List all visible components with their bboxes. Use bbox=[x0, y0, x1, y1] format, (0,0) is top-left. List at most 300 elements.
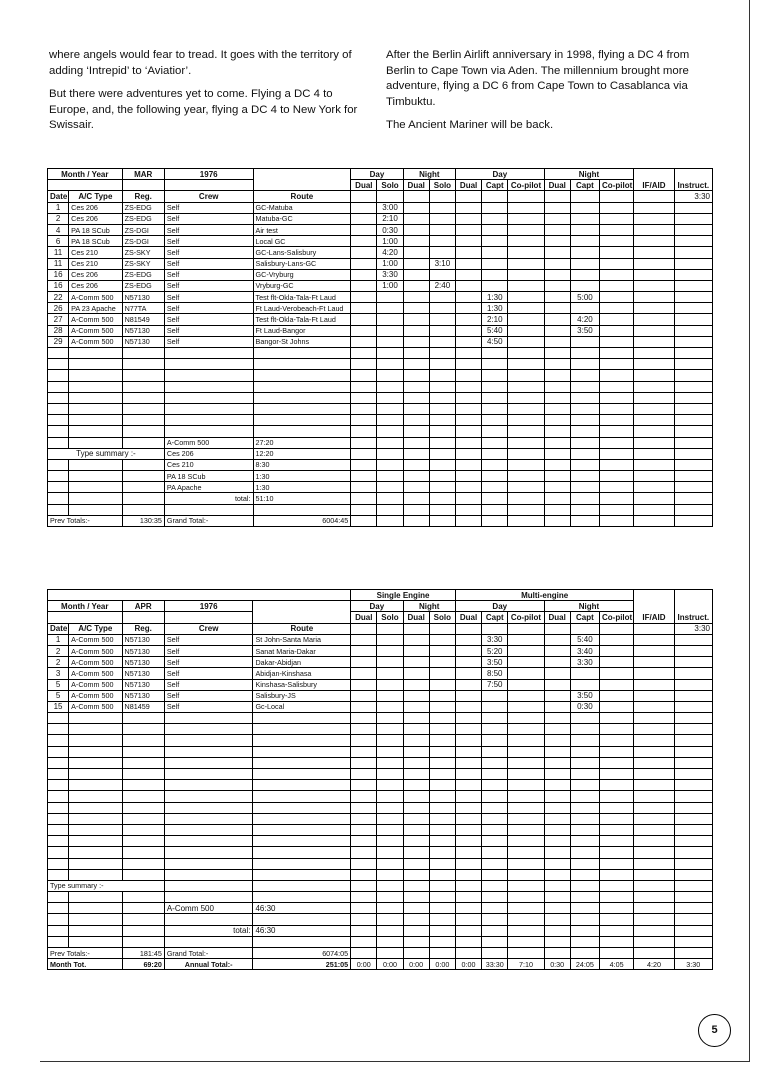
empty-cell bbox=[253, 757, 351, 768]
empty-cell bbox=[377, 892, 403, 903]
empty-cell bbox=[508, 802, 544, 813]
empty-cell bbox=[544, 791, 570, 802]
empty-cell bbox=[429, 813, 455, 824]
empty-cell bbox=[570, 448, 599, 459]
empty-cell bbox=[508, 746, 544, 757]
empty-row bbox=[48, 869, 713, 880]
empty-cell bbox=[377, 482, 403, 493]
summary-row bbox=[48, 459, 713, 470]
empty-cell bbox=[599, 746, 633, 757]
empty-cell bbox=[122, 403, 164, 414]
empty-cell bbox=[599, 802, 633, 813]
me-night-capt-cell: 3:30 bbox=[570, 657, 599, 668]
me-night-copilot-cell bbox=[600, 314, 634, 325]
empty-cell bbox=[508, 780, 544, 791]
empty-cell bbox=[377, 903, 403, 914]
empty-cell bbox=[377, 724, 403, 735]
empty-cell bbox=[429, 415, 455, 426]
empty-cell bbox=[122, 392, 164, 403]
empty-cell bbox=[69, 415, 122, 426]
me-night-dual-cell bbox=[544, 325, 570, 336]
empty-cell bbox=[429, 426, 455, 437]
empty-cell bbox=[508, 914, 544, 925]
empty-cell bbox=[48, 746, 69, 757]
month-total-value: 69:20 bbox=[122, 959, 164, 970]
empty-cell bbox=[351, 437, 377, 448]
date-cell: 29 bbox=[48, 336, 69, 347]
crew-cell: Self bbox=[164, 679, 253, 690]
empty-cell bbox=[599, 836, 633, 847]
se-day-solo-cell bbox=[377, 336, 403, 347]
empty-cell bbox=[599, 914, 633, 925]
se-day-solo-cell bbox=[377, 325, 403, 336]
intro-paragraph: But there were adventures yet to come. Flying a DC 4 to Europe, and, the following year, flying a DC 4 to New York for Swissair. bbox=[49, 88, 358, 131]
me-day-copilot-cell bbox=[508, 690, 544, 701]
me-day-dual-cell bbox=[456, 280, 482, 291]
empty-cell bbox=[351, 880, 377, 891]
empty-cell bbox=[634, 504, 674, 515]
intro-right-column bbox=[386, 48, 710, 142]
empty-cell bbox=[351, 847, 377, 858]
instruct-cell bbox=[674, 269, 712, 280]
empty-cell bbox=[455, 880, 481, 891]
empty-cell bbox=[122, 504, 164, 515]
me-day-dual-cell bbox=[456, 314, 482, 325]
empty-cell bbox=[482, 802, 508, 813]
copilot-header: Co-pilot bbox=[508, 612, 544, 623]
empty-cell bbox=[403, 757, 429, 768]
me-day-dual-cell bbox=[456, 213, 482, 224]
empty-cell bbox=[544, 802, 570, 813]
empty-cell bbox=[674, 403, 712, 414]
me-night-capt-cell bbox=[570, 269, 599, 280]
annual-column-total: 0:00 bbox=[377, 959, 403, 970]
route-cell: Ft Laud-Bangor bbox=[253, 325, 351, 336]
route-cell: Salisbury-Lans-GC bbox=[253, 258, 351, 269]
se-day-solo-cell bbox=[377, 314, 403, 325]
empty-cell bbox=[634, 824, 674, 835]
empty-cell bbox=[403, 645, 429, 656]
me-day-capt-cell: 1:30 bbox=[482, 303, 508, 314]
empty-cell bbox=[351, 791, 377, 802]
me-night-capt-cell bbox=[570, 336, 599, 347]
empty-cell bbox=[599, 757, 633, 768]
empty-row bbox=[48, 426, 713, 437]
summary-aircraft-type: A-Comm 500 bbox=[164, 437, 253, 448]
empty-cell bbox=[570, 381, 599, 392]
empty-cell bbox=[482, 914, 508, 925]
empty-cell bbox=[544, 482, 570, 493]
empty-cell bbox=[69, 381, 122, 392]
empty-cell bbox=[544, 813, 570, 824]
empty-cell bbox=[403, 713, 429, 724]
empty-cell bbox=[634, 381, 674, 392]
summary-reg-cell bbox=[122, 459, 164, 470]
empty-cell bbox=[508, 515, 544, 526]
me-night-copilot-cell bbox=[600, 236, 634, 247]
empty-cell bbox=[122, 724, 164, 735]
empty-cell bbox=[482, 869, 508, 880]
flight-row bbox=[48, 247, 713, 258]
me-day-dual-cell bbox=[456, 292, 482, 303]
empty-cell bbox=[674, 757, 712, 768]
summary-reg-cell bbox=[122, 493, 164, 504]
empty-cell bbox=[429, 679, 455, 690]
empty-cell bbox=[48, 713, 69, 724]
empty-cell bbox=[69, 746, 122, 757]
summary-aircraft-time: 27:20 bbox=[253, 437, 351, 448]
aircraft-type-cell: Ces 210 bbox=[69, 247, 122, 258]
instruct-cell bbox=[674, 645, 712, 656]
empty-cell bbox=[253, 348, 351, 359]
prev-totals-label: Prev Totals:- bbox=[48, 515, 123, 526]
me-night-copilot-cell bbox=[600, 325, 634, 336]
me-day-copilot-cell bbox=[508, 247, 544, 258]
me-night-capt-cell bbox=[570, 213, 599, 224]
empty-cell bbox=[377, 657, 403, 668]
empty-cell bbox=[164, 713, 253, 724]
empty-cell bbox=[164, 426, 253, 437]
empty-cell bbox=[455, 746, 481, 757]
empty-cell bbox=[403, 880, 429, 891]
me-day-copilot-cell bbox=[508, 325, 544, 336]
empty-cell bbox=[455, 668, 481, 679]
empty-cell bbox=[429, 903, 455, 914]
me-day-copilot-cell bbox=[508, 668, 544, 679]
empty-cell bbox=[455, 824, 481, 835]
ac-type-header: A/C Type bbox=[69, 623, 122, 634]
empty-cell bbox=[634, 403, 674, 414]
empty-cell bbox=[403, 892, 429, 903]
summary-aircraft-type: Ces 210 bbox=[164, 459, 253, 470]
single-engine-header: Single Engine bbox=[351, 590, 456, 601]
empty-cell bbox=[674, 914, 712, 925]
intro-text bbox=[49, 48, 711, 142]
empty-cell bbox=[455, 724, 481, 735]
empty-cell bbox=[122, 381, 164, 392]
instruct-cell bbox=[674, 213, 712, 224]
se-night-dual-cell bbox=[403, 314, 429, 325]
empty-cell bbox=[48, 757, 69, 768]
empty-cell bbox=[429, 769, 455, 780]
me-night-copilot-cell bbox=[599, 645, 633, 656]
empty-cell bbox=[69, 892, 122, 903]
empty-cell bbox=[429, 880, 455, 891]
empty-cell bbox=[674, 903, 712, 914]
empty-cell bbox=[599, 713, 633, 724]
empty-cell bbox=[429, 448, 455, 459]
empty-cell bbox=[351, 701, 377, 712]
empty-row bbox=[48, 381, 713, 392]
flight-row bbox=[48, 314, 713, 325]
empty-cell bbox=[482, 791, 508, 802]
empty-cell bbox=[455, 869, 481, 880]
empty-cell bbox=[544, 471, 570, 482]
empty-cell bbox=[570, 403, 599, 414]
instruct-value: 3:30 bbox=[674, 623, 712, 634]
empty-cell bbox=[253, 858, 351, 869]
empty-cell bbox=[253, 847, 351, 858]
aircraft-type-cell: A-Comm 500 bbox=[69, 336, 122, 347]
empty-cell bbox=[122, 791, 164, 802]
ifaid-cell bbox=[634, 668, 674, 679]
me-night-dual-cell bbox=[544, 645, 570, 656]
empty-cell bbox=[544, 746, 570, 757]
empty-cell bbox=[599, 925, 633, 936]
empty-cell bbox=[164, 836, 253, 847]
empty-cell bbox=[544, 515, 570, 526]
empty-cell bbox=[429, 348, 455, 359]
me-night-capt-cell: 3:40 bbox=[570, 645, 599, 656]
date-cell: 4 bbox=[48, 224, 69, 235]
registration-cell: N81459 bbox=[122, 701, 164, 712]
dual-header: Dual bbox=[544, 612, 570, 623]
empty-cell bbox=[351, 515, 377, 526]
empty-cell bbox=[253, 713, 351, 724]
route-cell: St John-Santa Maria bbox=[253, 634, 351, 645]
empty-cell bbox=[482, 847, 508, 858]
empty-cell bbox=[48, 504, 69, 515]
empty-cell bbox=[48, 824, 69, 835]
date-cell: 11 bbox=[48, 247, 69, 258]
route-cell: GC-Vryburg bbox=[253, 269, 351, 280]
annual-column-total: 24:05 bbox=[570, 959, 599, 970]
me-day-capt-cell: 5:20 bbox=[482, 645, 508, 656]
empty-cell bbox=[600, 437, 634, 448]
summary-date-cell bbox=[48, 482, 69, 493]
me-night-dual-cell bbox=[544, 701, 570, 712]
empty-cell bbox=[403, 482, 429, 493]
empty-cell bbox=[164, 858, 253, 869]
se-night-dual-cell bbox=[403, 292, 429, 303]
empty-cell bbox=[600, 392, 634, 403]
se-night-header: Night bbox=[403, 601, 455, 612]
summary-aircraft-type: PA Apache bbox=[164, 482, 253, 493]
empty-cell bbox=[482, 415, 508, 426]
aircraft-type-cell: A-Comm 500 bbox=[69, 325, 122, 336]
me-day-capt-cell bbox=[482, 213, 508, 224]
empty-cell bbox=[403, 769, 429, 780]
empty-cell bbox=[377, 735, 403, 746]
grand-total-value: 6004:45 bbox=[253, 515, 351, 526]
me-night-capt-cell bbox=[570, 224, 599, 235]
empty-cell bbox=[599, 769, 633, 780]
me-night-dual-cell bbox=[544, 679, 570, 690]
aircraft-type-cell: A-Comm 500 bbox=[69, 634, 122, 645]
capt-header: Capt bbox=[482, 612, 508, 623]
empty-cell bbox=[377, 668, 403, 679]
empty-cell bbox=[253, 802, 351, 813]
empty-cell bbox=[403, 634, 429, 645]
empty-cell bbox=[429, 370, 455, 381]
summary-date-cell bbox=[48, 437, 69, 448]
empty-row bbox=[48, 836, 713, 847]
empty-cell bbox=[634, 471, 674, 482]
empty-cell bbox=[351, 824, 377, 835]
route-cell: GC-Matuba bbox=[253, 202, 351, 213]
empty-cell bbox=[48, 780, 69, 791]
aircraft-type-cell: A-Comm 500 bbox=[69, 292, 122, 303]
empty-cell bbox=[48, 914, 69, 925]
empty-cell bbox=[600, 493, 634, 504]
empty-cell bbox=[403, 724, 429, 735]
empty-cell bbox=[69, 403, 122, 414]
empty-cell bbox=[48, 847, 69, 858]
me-day-capt-cell: 5:40 bbox=[482, 325, 508, 336]
empty-cell bbox=[351, 925, 377, 936]
aircraft-type-cell: Ces 206 bbox=[69, 280, 122, 291]
empty-cell bbox=[544, 936, 570, 947]
empty-cell bbox=[508, 482, 544, 493]
empty-cell bbox=[674, 471, 712, 482]
empty-cell bbox=[377, 448, 403, 459]
route-cell: Air test bbox=[253, 224, 351, 235]
empty-cell bbox=[351, 914, 377, 925]
me-night-copilot-cell bbox=[600, 258, 634, 269]
empty-cell bbox=[351, 769, 377, 780]
empty-cell bbox=[48, 359, 69, 370]
date-cell: 1 bbox=[48, 202, 69, 213]
empty-cell bbox=[674, 880, 712, 891]
empty-cell bbox=[429, 634, 455, 645]
me-day-dual-cell bbox=[456, 258, 482, 269]
empty-cell bbox=[455, 791, 481, 802]
aircraft-type-cell: Ces 210 bbox=[69, 258, 122, 269]
empty-cell bbox=[600, 515, 634, 526]
empty-row bbox=[48, 791, 713, 802]
empty-cell bbox=[570, 769, 599, 780]
empty-cell bbox=[253, 724, 351, 735]
empty-cell bbox=[456, 381, 482, 392]
se-day-dual-cell bbox=[351, 247, 377, 258]
instruct-cell bbox=[674, 202, 712, 213]
empty-cell bbox=[634, 914, 674, 925]
empty-cell bbox=[634, 426, 674, 437]
empty-cell bbox=[122, 370, 164, 381]
se-night-solo-cell bbox=[429, 224, 455, 235]
empty-cell bbox=[634, 757, 674, 768]
empty-cell bbox=[544, 903, 570, 914]
empty-cell bbox=[377, 515, 403, 526]
empty-cell bbox=[570, 426, 599, 437]
flight-row bbox=[48, 336, 713, 347]
me-night-dual-cell bbox=[544, 269, 570, 280]
empty-cell bbox=[351, 645, 377, 656]
empty-cell bbox=[599, 813, 633, 824]
me-night-dual-cell bbox=[544, 668, 570, 679]
registration-cell: N57130 bbox=[122, 657, 164, 668]
empty-cell bbox=[674, 769, 712, 780]
me-night-copilot-cell bbox=[600, 269, 634, 280]
crew-cell: Self bbox=[164, 657, 253, 668]
ifaid-cell bbox=[634, 690, 674, 701]
empty-cell bbox=[377, 645, 403, 656]
empty-cell bbox=[455, 948, 481, 959]
summary-aircraft-time: 1:30 bbox=[253, 482, 351, 493]
empty-cell bbox=[48, 925, 69, 936]
empty-cell bbox=[482, 504, 508, 515]
empty-cell bbox=[253, 791, 351, 802]
empty-cell bbox=[544, 403, 570, 414]
empty-cell bbox=[122, 359, 164, 370]
empty-row bbox=[48, 724, 713, 735]
empty-cell bbox=[544, 847, 570, 858]
summary-aircraft-type: A-Comm 500 bbox=[164, 903, 253, 914]
empty-cell bbox=[674, 735, 712, 746]
empty-cell bbox=[377, 869, 403, 880]
empty-cell bbox=[253, 936, 351, 947]
ifaid-cell bbox=[634, 314, 674, 325]
empty-cell bbox=[600, 359, 634, 370]
empty-cell bbox=[69, 791, 122, 802]
empty-cell bbox=[164, 802, 253, 813]
summary-reg-cell bbox=[122, 471, 164, 482]
ifaid-cell bbox=[634, 634, 674, 645]
summary-type-cell bbox=[69, 459, 122, 470]
me-day-copilot-cell bbox=[508, 202, 544, 213]
flight-row bbox=[48, 292, 713, 303]
empty-cell bbox=[634, 892, 674, 903]
empty-cell bbox=[164, 735, 253, 746]
summary-reg-cell bbox=[122, 437, 164, 448]
empty-row bbox=[48, 847, 713, 858]
se-night-solo-cell bbox=[429, 247, 455, 258]
empty-cell bbox=[482, 769, 508, 780]
se-night-dual-cell bbox=[403, 202, 429, 213]
empty-cell bbox=[403, 459, 429, 470]
empty-cell bbox=[403, 426, 429, 437]
intro-left-column bbox=[49, 48, 373, 142]
me-day-capt-cell bbox=[482, 247, 508, 258]
empty-cell bbox=[351, 426, 377, 437]
empty-cell bbox=[482, 903, 508, 914]
empty-cell bbox=[634, 780, 674, 791]
capt-header: Capt bbox=[482, 180, 508, 191]
instruct-cell bbox=[674, 634, 712, 645]
empty-cell bbox=[674, 515, 712, 526]
prev-totals-value: 130:35 bbox=[122, 515, 164, 526]
empty-cell bbox=[69, 802, 122, 813]
summary-row bbox=[48, 437, 713, 448]
empty-cell bbox=[455, 847, 481, 858]
empty-cell bbox=[482, 459, 508, 470]
empty-cell bbox=[351, 802, 377, 813]
flight-row bbox=[48, 634, 713, 645]
me-day-dual-cell bbox=[456, 336, 482, 347]
summary-row bbox=[48, 515, 713, 526]
summary-date-cell bbox=[48, 493, 69, 504]
annual-column-total: 33:30 bbox=[482, 959, 508, 970]
empty-cell bbox=[482, 713, 508, 724]
empty-cell bbox=[403, 359, 429, 370]
se-night-dual-cell bbox=[403, 303, 429, 314]
empty-cell bbox=[69, 370, 122, 381]
empty-cell bbox=[570, 515, 599, 526]
empty-cell bbox=[599, 780, 633, 791]
empty-cell bbox=[429, 645, 455, 656]
flight-row bbox=[48, 224, 713, 235]
empty-cell bbox=[455, 858, 481, 869]
route-cell: Local GC bbox=[253, 236, 351, 247]
empty-cell bbox=[351, 493, 377, 504]
empty-cell bbox=[544, 914, 570, 925]
empty-cell bbox=[429, 701, 455, 712]
me-day-copilot-cell bbox=[508, 269, 544, 280]
capt-header: Capt bbox=[570, 612, 599, 623]
type-summary-label: Type summary :- bbox=[48, 880, 165, 891]
me-night-dual-cell bbox=[544, 314, 570, 325]
empty-cell bbox=[455, 657, 481, 668]
